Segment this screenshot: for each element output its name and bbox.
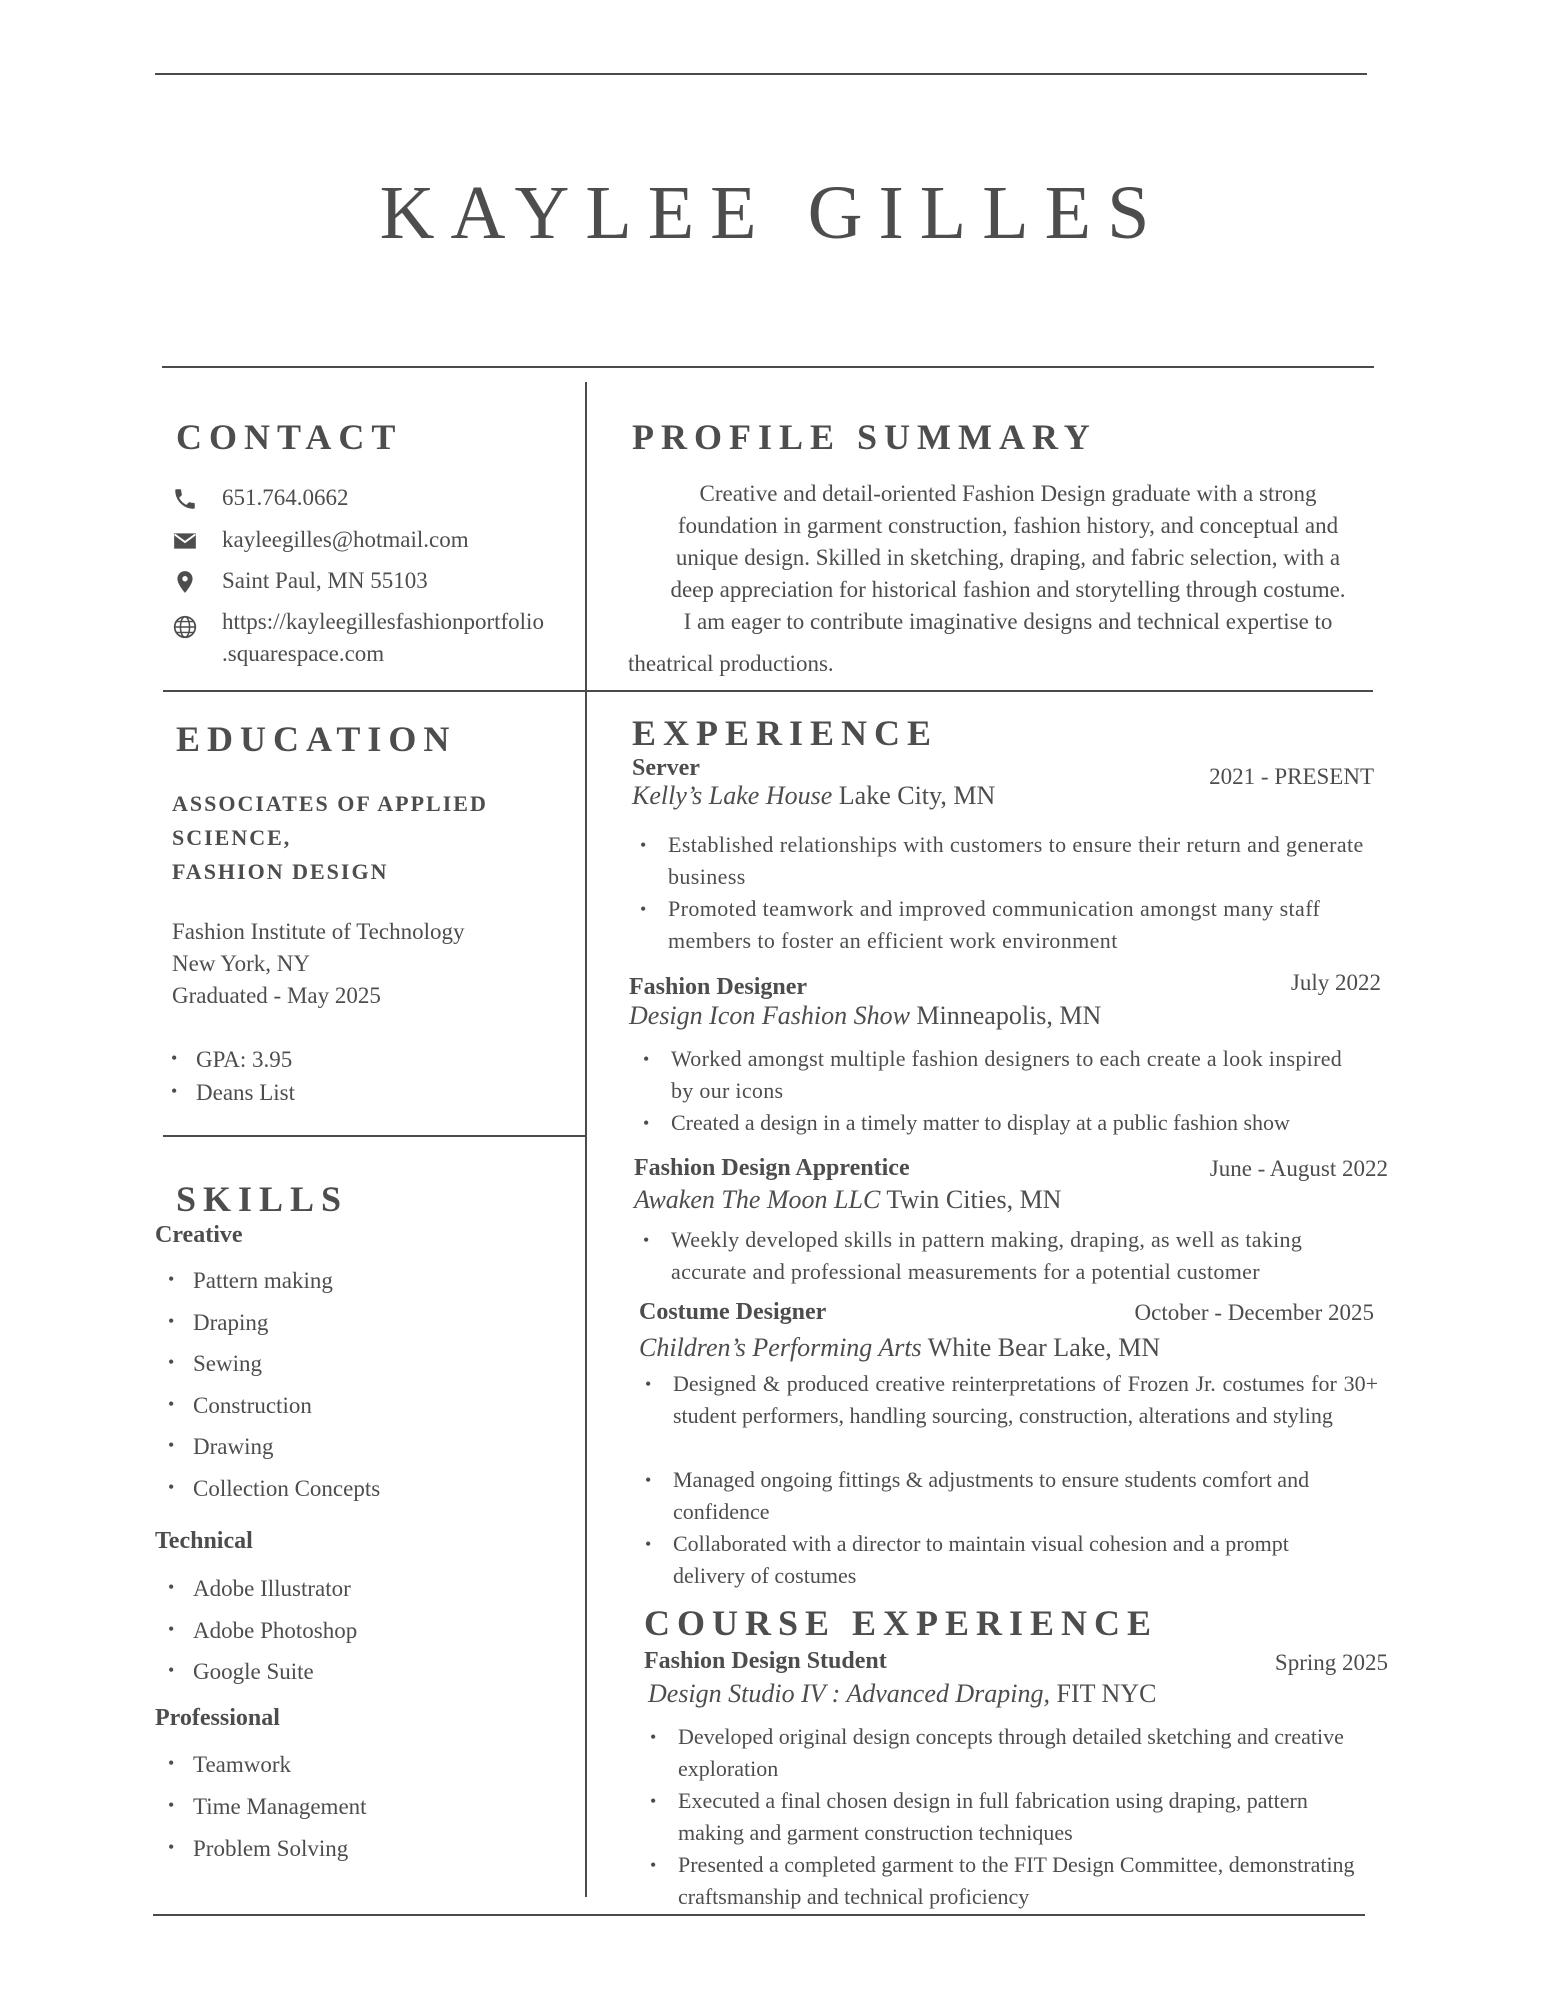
graduation-date: Graduated - May 2025	[172, 983, 381, 1008]
globe-icon	[172, 614, 198, 640]
education-highlight: • GPA: 3.95	[196, 1047, 292, 1073]
job-bullet: • Designed & produced creative reinterpretations of Frozen Jr. costumes for 30+ student performers, handling sourcing, construction, alterations and styling	[673, 1368, 1378, 1432]
mail-icon	[172, 528, 198, 554]
skills-heading: SKILLS	[176, 1179, 349, 1219]
profile-line: Creative and detail-oriented Fashion Design graduate with a strong	[699, 481, 1317, 506]
course-org	[648, 1679, 1156, 1709]
profile-line: foundation in garment construction, fashion history, and conceptual and	[677, 513, 1339, 538]
profile-last-line: theatrical productions.	[628, 651, 834, 676]
job-employer: Children’s Performing Arts	[639, 1333, 922, 1362]
job-date: June - August 2022	[1209, 1156, 1388, 1181]
job-location: White Bear Lake, MN	[921, 1333, 1161, 1362]
job-location: Minneapolis, MN	[909, 1001, 1102, 1030]
skill-item: • Google Suite	[193, 1659, 314, 1685]
profile-heading: PROFILE SUMMARY	[632, 417, 1097, 457]
job-location: Twin Cities, MN	[880, 1185, 1062, 1214]
website-line-1[interactable]: https://kayleegillesfashionportfolio	[222, 609, 544, 634]
course-location: FIT NYC	[1049, 1679, 1157, 1708]
job-title: Server	[632, 755, 700, 781]
job-bullet: • Collaborated with a director to maintain visual cohesion and a prompt delivery of costumes	[673, 1528, 1323, 1592]
course-role: Fashion Design Student	[644, 1648, 887, 1674]
top-rule	[155, 73, 1367, 75]
job-bullet: • Established relationships with customers to ensure their return and generate business	[668, 829, 1378, 893]
job-title: Costume Designer	[639, 1299, 827, 1325]
email-text: kayleegilles@hotmail.com	[222, 527, 469, 552]
job-bullet: • Worked amongst multiple fashion designers to each create a look inspired by our icons	[671, 1043, 1351, 1107]
degree-line-1: ASSOCIATES OF APPLIED	[172, 791, 488, 816]
course-bullet: • Presented a completed garment to the FIT Design Committee, demonstrating craftsmanship and technical proficiency	[678, 1849, 1358, 1913]
job-bullet: • Weekly developed skills in pattern making, draping, as well as taking accurate and professional measurements for a potential customer	[671, 1224, 1381, 1288]
profile-line: deep appreciation for historical fashion and storytelling through costume.	[670, 577, 1346, 602]
degree-line-2: SCIENCE,	[172, 825, 292, 850]
profile-summary	[628, 478, 1388, 638]
phone-text: 651.764.0662	[222, 485, 349, 510]
phone-icon	[172, 486, 198, 512]
school-name: Fashion Institute of Technology	[172, 919, 465, 944]
job-employer: Awaken The Moon LLC	[634, 1185, 881, 1214]
job-employer: Design Icon Fashion Show	[629, 1001, 910, 1030]
job-location: Lake City, MN	[832, 781, 996, 810]
job-employer: Kelly’s Lake House	[632, 781, 833, 810]
skill-item: • Adobe Illustrator	[193, 1576, 351, 1602]
skill-item: • Time Management	[193, 1794, 367, 1820]
skill-item: • Sewing	[193, 1351, 262, 1377]
header-rule	[162, 366, 1374, 368]
job-org	[632, 781, 995, 811]
skills-professional-label: Professional	[155, 1705, 280, 1731]
bottom-rule	[153, 1914, 1365, 1916]
job-bullet: • Managed ongoing fittings & adjustments to ensure students comfort and confidence	[673, 1464, 1373, 1528]
job-org	[639, 1333, 1160, 1363]
profile-line: unique design. Skilled in sketching, draping, and fabric selection, with a	[675, 545, 1341, 570]
job-bullet: • Promoted teamwork and improved communication amongst many staff members to foster an efficient work environment	[668, 893, 1374, 957]
skill-item: • Adobe Photoshop	[193, 1618, 357, 1644]
resume-name: KAYLEE GILLES	[379, 171, 1166, 255]
degree	[172, 787, 488, 889]
skill-item: • Construction	[193, 1393, 312, 1419]
course-bullet: • Executed a final chosen design in full fabrication using draping, pattern making and garment construction techniques	[678, 1785, 1338, 1849]
course-name: Design Studio IV : Advanced Draping,	[648, 1679, 1050, 1708]
contact-rule	[163, 690, 1373, 692]
job-org	[634, 1185, 1061, 1215]
skill-item: • Problem Solving	[193, 1836, 348, 1862]
course-heading: COURSE EXPERIENCE	[644, 1603, 1159, 1643]
location-text: Saint Paul, MN 55103	[222, 568, 428, 593]
education-highlight: • Deans List	[196, 1080, 295, 1106]
job-date: October - December 2025	[1134, 1300, 1374, 1325]
course-bullet: • Developed original design concepts through detailed sketching and creative exploration	[678, 1721, 1368, 1785]
experience-heading: EXPERIENCE	[632, 713, 939, 753]
degree-line-3: FASHION DESIGN	[172, 859, 389, 884]
skill-item: • Draping	[193, 1310, 268, 1336]
job-title: Fashion Design Apprentice	[634, 1155, 910, 1181]
website-line-2[interactable]: .squarespace.com	[222, 641, 385, 666]
job-date: 2021 - PRESENT	[1209, 764, 1374, 789]
job-bullet: • Created a design in a timely matter to display at a public fashion show	[671, 1107, 1391, 1139]
skill-item: • Teamwork	[193, 1752, 291, 1778]
skills-creative-label: Creative	[155, 1222, 243, 1248]
course-date: Spring 2025	[1274, 1650, 1388, 1675]
location-pin-icon	[172, 569, 198, 595]
job-date: July 2022	[1290, 970, 1381, 995]
skill-item: • Collection Concepts	[193, 1476, 380, 1502]
job-title: Fashion Designer	[629, 974, 808, 1000]
column-divider	[585, 382, 587, 1897]
skills-technical-label: Technical	[155, 1528, 253, 1554]
education-heading: EDUCATION	[176, 719, 457, 759]
contact-heading: CONTACT	[176, 417, 403, 457]
skill-item: • Drawing	[193, 1434, 273, 1460]
education-rule	[163, 1135, 585, 1137]
school-city: New York, NY	[172, 951, 311, 976]
job-org	[629, 1001, 1101, 1031]
skill-item: • Pattern making	[193, 1268, 333, 1294]
profile-line: I am eager to contribute imaginative designs and technical expertise to	[683, 609, 1333, 634]
